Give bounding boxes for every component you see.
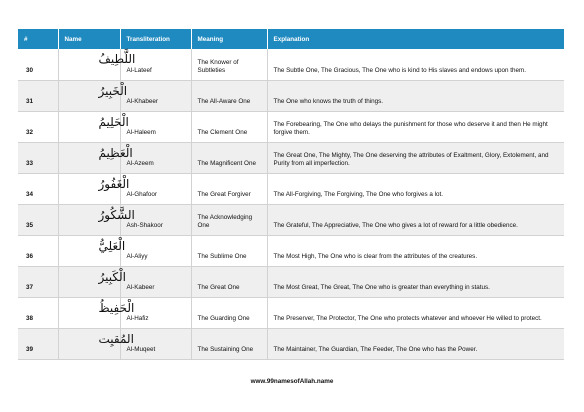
row-number: 30 (18, 49, 58, 80)
transliteration: Ash-Shakoor (120, 204, 191, 235)
explanation: The One who knows the truth of things. (267, 80, 564, 111)
table-row (18, 235, 564, 266)
table-row (18, 142, 564, 173)
table-row (18, 173, 564, 204)
arabic-name: الْحَفِيظُ (98, 300, 135, 315)
meaning: The Clement One (191, 111, 267, 142)
meaning: The Knower of Subtleties (191, 49, 267, 80)
meaning: The All-Aware One (191, 80, 267, 111)
row-number: 31 (18, 80, 58, 111)
transliteration: Al-Muqeet (120, 328, 191, 359)
table-row (18, 297, 564, 328)
table-row (18, 266, 564, 297)
row-number: 35 (18, 204, 58, 235)
table-row (18, 80, 564, 111)
explanation: The Grateful, The Appreciative, The One who gives a lot of reward for a little obedience. (267, 204, 564, 235)
explanation: The Most High, The One who is clear from the attributes of the creatures. (267, 235, 564, 266)
transliteration: Al-Haleem (120, 111, 191, 142)
row-number: 39 (18, 328, 58, 359)
meaning: The Guarding One (191, 297, 267, 328)
explanation: The Maintainer, The Guardian, The Feeder, The One who has the Power. (267, 328, 564, 359)
table-header-row (18, 29, 564, 49)
row-number: 32 (18, 111, 58, 142)
arabic-name: المُقيِت (98, 331, 134, 346)
arabic-name: الْحَلِيمُ (98, 114, 129, 129)
transliteration: Al-Khabeer (120, 80, 191, 111)
table-row (18, 204, 564, 235)
transliteration: Al-Lateef (120, 49, 191, 80)
transliteration: Al-Aliyy (120, 235, 191, 266)
names-table (18, 29, 564, 360)
row-number: 33 (18, 142, 58, 173)
arabic-name: الْغَفُورُ (98, 176, 130, 191)
header-transliteration: Transliteration (120, 29, 191, 49)
row-number: 34 (18, 173, 58, 204)
explanation: The All-Forgiving, The Forgiving, The One who forgives a lot. (267, 173, 564, 204)
meaning: The Great Forgiver (191, 173, 267, 204)
transliteration: Al-Kabeer (120, 266, 191, 297)
header-explanation: Explanation (267, 29, 564, 49)
meaning: The Acknowledging One (191, 204, 267, 235)
header-number: # (18, 29, 58, 49)
meaning: The Great One (191, 266, 267, 297)
transliteration: Al-Azeem (120, 142, 191, 173)
table-row (18, 49, 564, 80)
explanation: The Great One, The Mighty, The One deserving the attributes of Exaltment, Glory, Extolement, and Purity from all imperfection. (267, 142, 564, 173)
arabic-name: الْعَلِيُّ (98, 238, 126, 253)
row-number: 36 (18, 235, 58, 266)
arabic-name: اللَّطِيفُ (98, 52, 136, 66)
meaning: The Sublime One (191, 235, 267, 266)
arabic-name: الشَّكُورُ (98, 207, 135, 222)
explanation: The Forebearing, The One who delays the punishment for those who deserve it and then He might forgive them. (267, 111, 564, 142)
header-meaning: Meaning (191, 29, 267, 49)
row-number: 37 (18, 266, 58, 297)
arabic-name: الْعَظِيمُ (98, 145, 133, 160)
meaning: The Magnificent One (191, 142, 267, 173)
transliteration: Al-Hafiz (120, 297, 191, 328)
arabic-name: الْكَبِيرُ (98, 269, 126, 284)
row-number: 38 (18, 297, 58, 328)
header-name: Name (58, 29, 120, 49)
footer-website-url[interactable]: www.99namesofAllah.name (250, 378, 334, 385)
arabic-name: الْخَبِيرُ (98, 83, 128, 98)
explanation: The Subtle One, The Gracious, The One who is kind to His slaves and endows upon them. (267, 49, 564, 80)
explanation: The Most Great, The Great, The One who is greater than everything in status. (267, 266, 564, 297)
transliteration: Al-Ghafoor (120, 173, 191, 204)
table-row (18, 328, 564, 359)
table-row (18, 111, 564, 142)
explanation: The Preserver, The Protector, The One who protects whatever and whoever He willed to protect. (267, 297, 564, 328)
meaning: The Sustaining One (191, 328, 267, 359)
